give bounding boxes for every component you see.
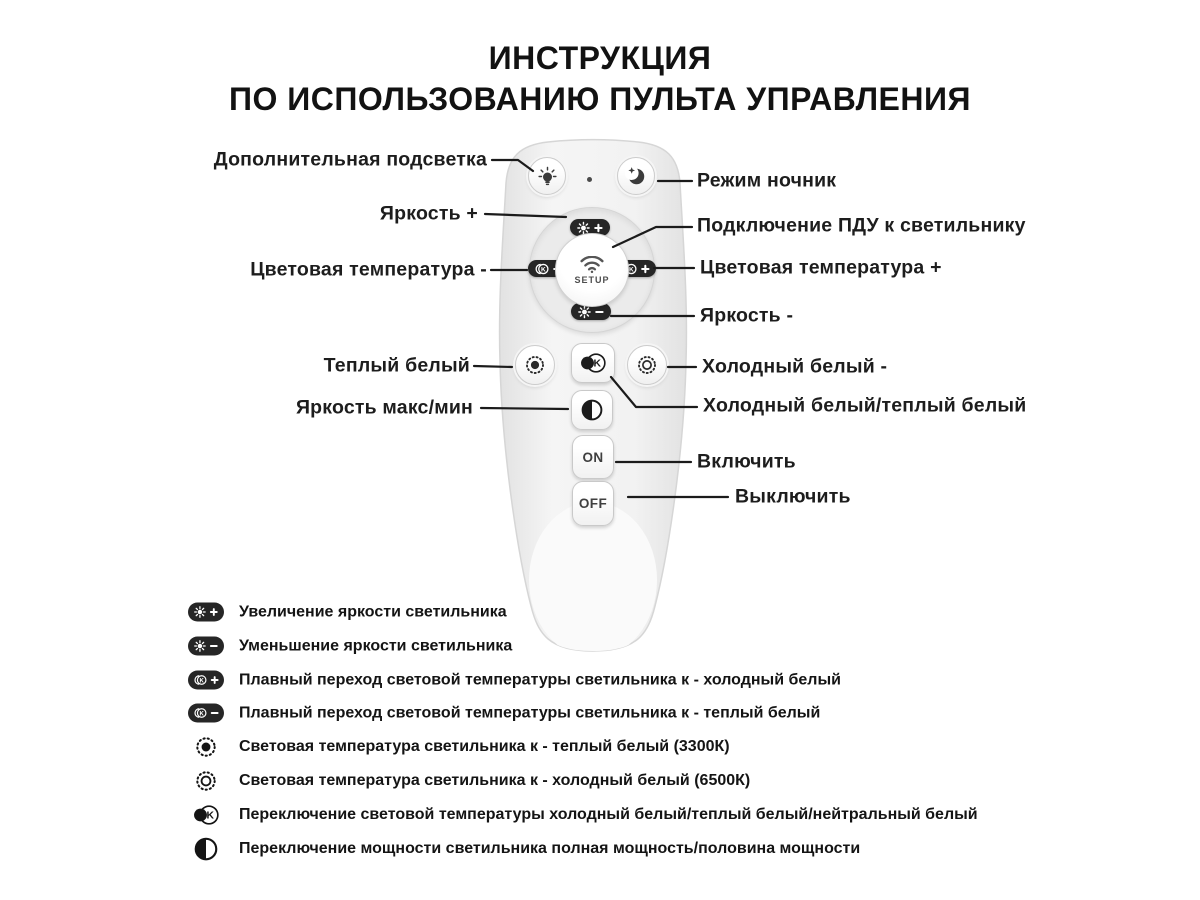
legend-text: Плавный переход световой температуры светильника к - холодный белый	[239, 671, 841, 688]
callout-cold-white: Холодный белый -	[702, 355, 888, 378]
legend-text: Световая температура светильника к - холодный белый (6500К)	[239, 772, 751, 789]
setup-label: SETUP	[574, 274, 610, 285]
callout-pairing: Подключение ПДУ к светильнику	[697, 214, 1026, 237]
callout-warm-white: Теплый белый	[323, 354, 470, 377]
legend-item	[182, 768, 750, 794]
legend-text: Уменьшение яркости светильника	[239, 637, 513, 654]
led-indicator	[587, 177, 592, 182]
callout-brightness-minus: Яркость -	[700, 304, 794, 327]
color-temp-toggle-icon	[182, 803, 230, 827]
callout-color-temp-plus: Цветовая температура +	[700, 256, 942, 279]
on-label: ON	[582, 449, 604, 465]
color-temp-increase-icon	[182, 671, 230, 690]
callout-color-temp-minus: Цветовая температура -	[250, 258, 487, 281]
moon-icon	[625, 165, 648, 188]
legend-item	[182, 603, 507, 622]
power-half-icon	[581, 399, 603, 421]
off-button[interactable]	[572, 481, 614, 526]
legend-text: Плавный переход световой температуры светильника к - теплый белый	[239, 704, 821, 721]
legend-item	[182, 704, 820, 723]
legend-item	[182, 803, 978, 827]
callout-brightness-maxmin: Яркость макс/мин	[295, 396, 473, 419]
legend-text: Световая температура светильника к - теплый белый (3300К)	[239, 738, 730, 755]
setup-button[interactable]	[555, 233, 629, 307]
legend-text: Переключение мощности светильника полная мощность/половина мощности	[239, 840, 861, 857]
color-temp-toggle-button[interactable]	[571, 343, 615, 383]
night-mode-button[interactable]	[617, 157, 655, 195]
callout-cold-warm-toggle: Холодный белый/теплый белый	[703, 394, 1027, 417]
wifi-icon	[580, 256, 604, 274]
callout-backlight: Дополнительная подсветка	[213, 148, 487, 171]
legend-item	[182, 637, 512, 656]
legend-text: Переключение световой температуры холодный белый/теплый белый/нейтральный белый	[239, 806, 978, 823]
callout-turn-off: Выключить	[735, 485, 851, 508]
legend-text: Увеличение яркости светильника	[239, 603, 507, 620]
legend-item	[182, 837, 860, 861]
power-toggle-button[interactable]	[571, 390, 613, 430]
brightness-decrease-icon	[182, 637, 230, 656]
off-label: OFF	[578, 496, 608, 511]
cold-white-sun-icon	[182, 768, 230, 794]
warm-white-sun-icon	[523, 353, 547, 377]
callout-brightness-plus: Яркость +	[379, 202, 478, 225]
bulb-icon	[536, 165, 559, 188]
title-line-1: ИНСТРУКЦИЯ	[488, 40, 712, 76]
callout-night-mode: Режим ночник	[697, 169, 837, 192]
brightness-increase-icon	[182, 603, 230, 622]
cold-white-button[interactable]	[627, 345, 667, 385]
on-button[interactable]	[572, 435, 614, 479]
color-temp-toggle-icon	[580, 351, 606, 375]
cold-white-sun-icon	[635, 353, 659, 377]
legend-item	[182, 671, 841, 690]
color-temp-decrease-icon	[182, 704, 230, 723]
callout-turn-on: Включить	[697, 450, 796, 473]
warm-white-button[interactable]	[515, 345, 555, 385]
page-title	[0, 38, 1200, 120]
legend-item	[182, 734, 730, 760]
backlight-button[interactable]	[528, 157, 566, 195]
power-toggle-icon	[182, 837, 230, 861]
title-line-2: ПО ИСПОЛЬЗОВАНИЮ ПУЛЬТА УПРАВЛЕНИЯ	[229, 81, 971, 117]
warm-white-sun-icon	[182, 734, 230, 760]
